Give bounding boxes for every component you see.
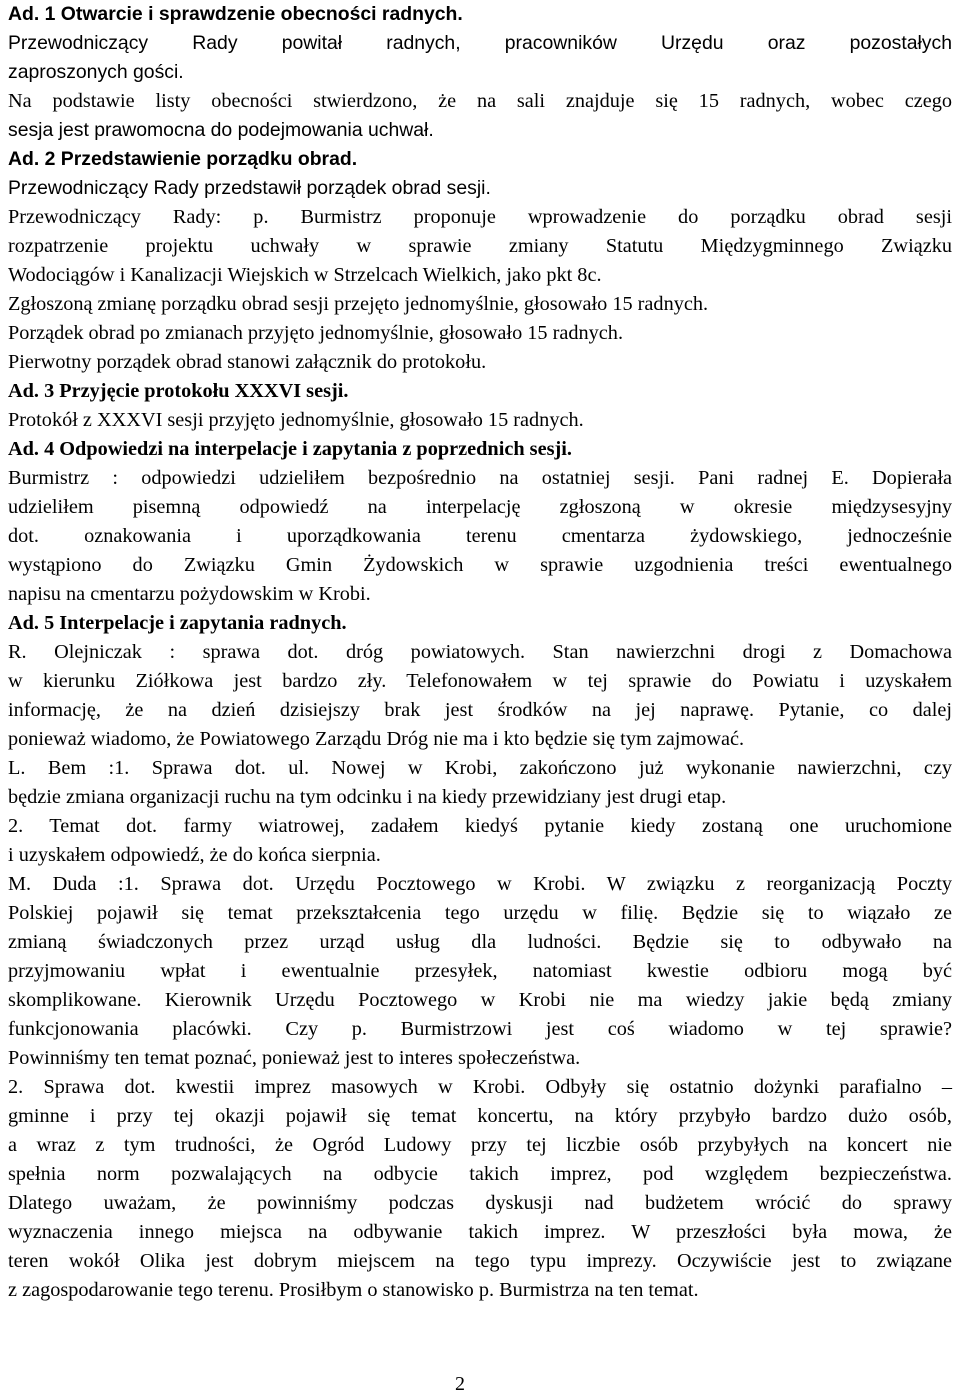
paragraph-line: zaproszonych gości. [8, 61, 184, 83]
paragraph-line: rozpatrzenie projektu uchwały w sprawie zmiany Statutu Międzygminnego Związku [8, 235, 952, 257]
paragraph-line: Pierwotny porządek obrad stanowi załącznik do protokołu. [8, 351, 487, 373]
paragraph-line: R. Olejniczak : sprawa dot. dróg powiatowych. Stan nawierzchni drogi z Domachowa [8, 641, 952, 663]
paragraph-line: Na podstawie listy obecności stwierdzono, że na sali znajduje się 15 radnych, wobec czego [8, 90, 952, 112]
paragraph-line: z zagospodarowanie tego terenu. Prosiłbym o stanowisko p. Burmistrza na ten temat. [8, 1279, 699, 1301]
paragraph-line: 2. Sprawa dot. kwestii imprez masowych w Krobi. Odbyły się ostatnio dożynki parafialno – [8, 1076, 952, 1098]
paragraph-line: przyjmowaniu wpłat i ewentualnie przesyłek, natomiast kwestie odbioru mogą być [8, 960, 952, 982]
paragraph-line: będzie zmiana organizacji ruchu na tym odcinku i na kiedy przewidziany jest drugi etap. [8, 786, 727, 808]
paragraph-line: funkcjonowania placówki. Czy p. Burmistrzowi jest coś wiadomo w tej sprawie? [8, 1018, 952, 1040]
paragraph-line: a wraz z tym trudności, że Ogród Ludowy przy tej liczbie osób przybyłych na koncert nie [8, 1134, 952, 1156]
paragraph-line: sesja jest prawomocna do podejmowania uchwał. [8, 119, 434, 141]
page-number: 2 [455, 1373, 465, 1395]
paragraph-line: wystąpiono do Związku Gmin Żydowskich w sprawie uzgodnienia treści ewentualnego [8, 554, 952, 576]
paragraph-line: teren wokół Olika jest dobrym miejscem na tego typu imprezy. Oczywiście jest to związane [8, 1250, 952, 1272]
paragraph-line: napisu na cmentarzu pożydowskim w Krobi. [8, 583, 371, 605]
paragraph-line: ponieważ wiadomo, że Powiatowego Zarządu Dróg nie ma i kto będzie się tym zajmować. [8, 728, 745, 750]
paragraph-line: Przewodniczący Rady: p. Burmistrz proponuje wprowadzenie do porządku obrad sesji [8, 206, 952, 228]
paragraph-line: informację, że na dzień dzisiejszy brak jest środków na jej naprawę. Pytanie, co dalej [8, 699, 952, 721]
section-heading-1: Ad. 1 Otwarcie i sprawdzenie obecności radnych. [8, 3, 463, 25]
paragraph-line: gminne i przy tej okazji pojawił się temat koncertu, na który przybyło bardzo dużo osób, [8, 1105, 952, 1127]
paragraph-line: Przewodniczący Rady przedstawił porządek obrad sesji. [8, 177, 491, 199]
section-heading-5: Ad. 5 Interpelacje i zapytania radnych. [8, 612, 347, 634]
paragraph-line: 2. Temat dot. farmy wiatrowej, zadałem kiedyś pytanie kiedy zostaną one uruchomione [8, 815, 952, 837]
paragraph-line: spełnia norm pozwalających na odbycie takich imprez, pod względem bezpieczeństwa. [8, 1163, 952, 1185]
paragraph-line: dot. oznakowania i uporządkowania terenu cmentarza żydowskiego, jednocześnie [8, 525, 952, 547]
paragraph-line: Zgłoszoną zmianę porządku obrad sesji przejęto jednomyślnie, głosowało 15 radnych. [8, 293, 709, 315]
paragraph-line: zmianą świadczonych przez urząd usług dla ludności. Będzie się to odbywało na [8, 931, 952, 953]
paragraph-line: udzieliłem pisemną odpowiedź na interpelację zgłoszoną w okresie międzysesyjny [8, 496, 952, 518]
paragraph-line: Dlatego uważam, że powinniśmy podczas dyskusji nad budżetem wrócić do sprawy [8, 1192, 952, 1214]
paragraph-line: Przewodniczący Rady powitał radnych, pracowników Urzędu oraz pozostałych [8, 32, 952, 54]
paragraph-line: wyznaczenia innego miejsca na odbywanie takich imprez. W przeszłości była mowa, że [8, 1221, 952, 1243]
section-heading-2: Ad. 2 Przedstawienie porządku obrad. [8, 148, 358, 170]
paragraph-line: Powinniśmy ten temat poznać, ponieważ jest to interes społeczeństwa. [8, 1047, 581, 1069]
paragraph-line: L. Bem :1. Sprawa dot. ul. Nowej w Krobi, zakończono już wykonanie nawierzchni, czy [8, 757, 952, 779]
paragraph-line: Porządek obrad po zmianach przyjęto jednomyślnie, głosowało 15 radnych. [8, 322, 624, 344]
section-heading-3: Ad. 3 Przyjęcie protokołu XXXVI sesji. [8, 380, 349, 402]
paragraph-line: skomplikowane. Kierownik Urzędu Pocztowego w Krobi nie ma wiedzy jakie będą zmiany [8, 989, 952, 1011]
paragraph-line: w kierunku Ziółkowa jest bardzo zły. Telefonowałem w tej sprawie do Powiatu i uzyskałem [8, 670, 952, 692]
paragraph-line: i uzyskałem odpowiedź, że do końca sierpnia. [8, 844, 381, 866]
paragraph-line: Protokół z XXXVI sesji przyjęto jednomyślnie, głosowało 15 radnych. [8, 409, 584, 431]
paragraph-line: Wodociągów i Kanalizacji Wiejskich w Strzelcach Wielkich, jako pkt 8c. [8, 264, 602, 286]
paragraph-line: M. Duda :1. Sprawa dot. Urzędu Pocztowego w Krobi. W związku z reorganizacją Poczty [8, 873, 952, 895]
paragraph-line: Burmistrz : odpowiedzi udzieliłem bezpośrednio na ostatniej sesji. Pani radnej E. Dopierała [8, 467, 952, 489]
section-heading-4: Ad. 4 Odpowiedzi na interpelacje i zapytania z poprzednich sesji. [8, 438, 572, 460]
paragraph-line: Polskiej pojawił się temat przekształcenia tego urzędu w filię. Będzie się to wiązało ze [8, 902, 952, 924]
